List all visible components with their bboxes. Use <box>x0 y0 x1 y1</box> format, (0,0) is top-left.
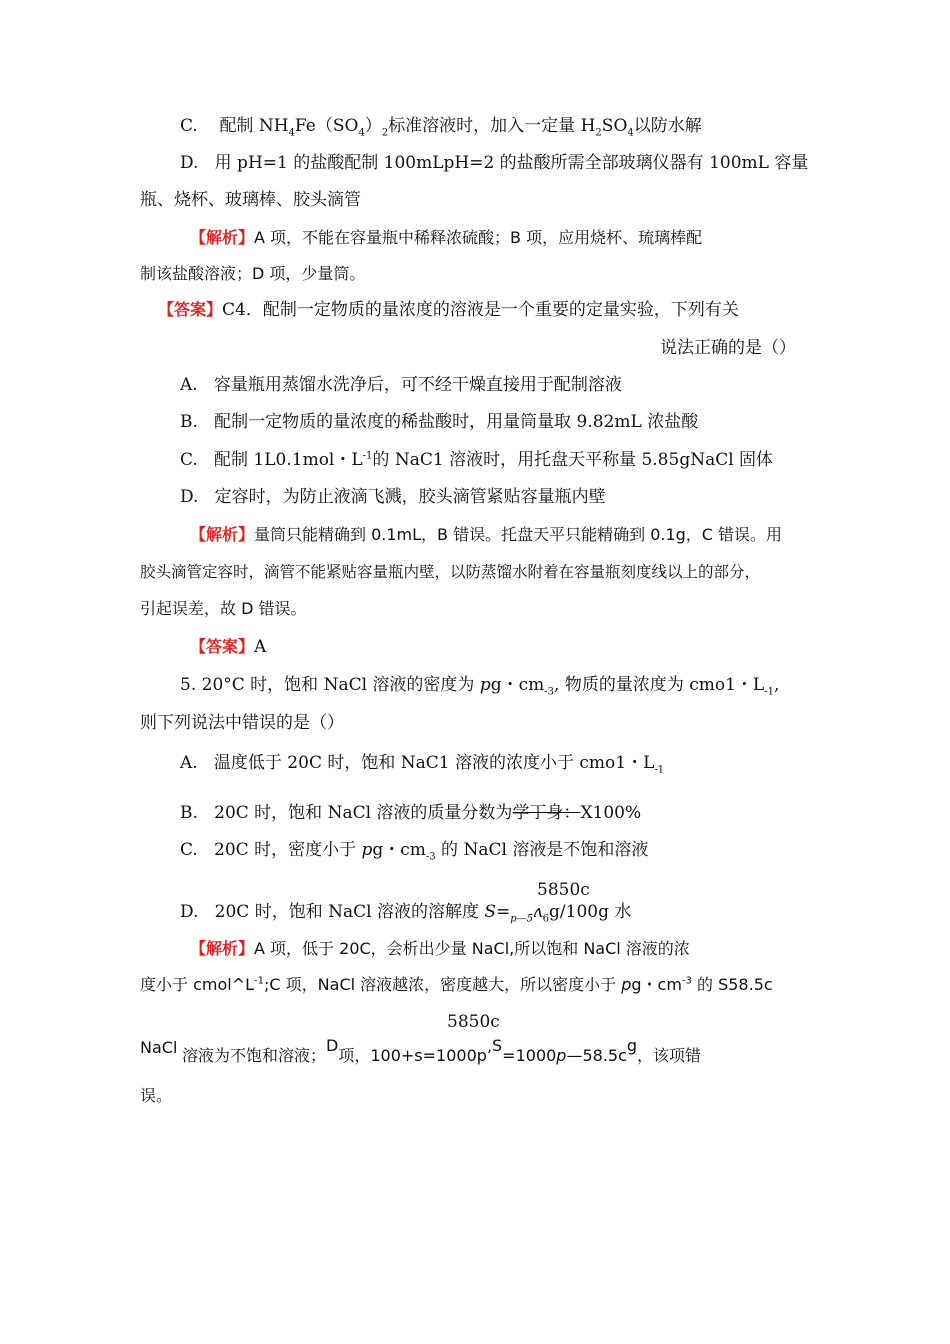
stem-text: g・cm <box>490 675 545 695</box>
analysis-text: —58.5c <box>566 1046 627 1065</box>
rho-symbol: p <box>361 840 373 860</box>
q5-option-d-numerator: 5850c <box>537 880 590 900</box>
subscript: 2 <box>595 127 602 139</box>
q5-option-a <box>180 751 664 775</box>
option-label: D. <box>180 487 199 507</box>
option-text: SO <box>601 116 628 136</box>
q3-option-c <box>180 114 702 138</box>
option-text: g/100g 水 <box>549 902 632 922</box>
q5-analysis-cont3: 误。 <box>140 1086 173 1105</box>
option-text: 20C 时，饱和 NaCl 溶液的质量分数为 <box>214 803 513 823</box>
option-text: 配制 1L0.1mol・L <box>214 450 363 470</box>
q5-analysis-numerator: 5850c <box>447 1012 500 1032</box>
analysis-tag: 【解析】 <box>190 525 255 544</box>
q4-stem-cont: 说法正确的是（） <box>660 338 796 358</box>
answer-text: C4．配制一定物质的量浓度的溶液是一个重要的定量实验，下列有关 <box>222 300 739 320</box>
option-text: 用 pH=1 的盐酸配制 100mLpH=2 的盐酸所需全部玻璃仪器有 100mL 容量 <box>214 153 809 173</box>
answer-tag: 【答案】 <box>158 300 223 319</box>
stem-text: , 物质的量浓度为 cmo1・L <box>554 675 765 695</box>
option-label: A. <box>180 375 198 395</box>
rho-symbol: p <box>621 975 632 994</box>
superscript: -1 <box>254 975 265 987</box>
option-text: ） <box>364 116 382 136</box>
q4-answer <box>190 635 266 659</box>
q4-option-c <box>180 448 773 472</box>
q5-analysis-cont2 <box>182 1036 702 1068</box>
analysis-text: g・cm <box>631 975 682 994</box>
subscript: -1 <box>764 686 774 698</box>
option-text: Fe（SO <box>294 116 359 136</box>
analysis-text: ;C 项，NaCl 溶液越浓，密度越大，所以密度小于 <box>264 975 622 994</box>
option-label: C. <box>180 116 198 136</box>
fraction-fragment: ʌ <box>533 902 543 922</box>
subscript: 4 <box>627 127 634 139</box>
option-text: 定容时，为防止液滴飞溅，胶头滴管紧贴容量瓶内壁 <box>214 487 606 507</box>
analysis-tag: 【解析】 <box>190 939 255 958</box>
q4-analysis <box>190 523 782 547</box>
q5-stem <box>180 673 779 697</box>
stem-text: 5. 20°C 时，饱和 NaCl 溶液的密度为 <box>180 675 480 695</box>
option-text: 20C 时，密度小于 <box>214 840 362 860</box>
subscript: 4 <box>288 127 295 139</box>
q3-answer-q4-stem <box>158 298 739 322</box>
fraction-denominator: p—5 <box>510 913 534 925</box>
analysis-text: =1000 <box>502 1046 557 1065</box>
q3-analysis-cont: 制该盐酸溶液；D 项，少量筒。 <box>140 264 366 283</box>
analysis-text: ’ <box>486 1046 493 1065</box>
solubility-symbol: S <box>484 902 497 922</box>
superscript: -1 <box>362 450 373 462</box>
option-text: 标准溶液时，加入一定量 H <box>388 116 596 136</box>
option-label: C. <box>180 840 198 860</box>
q4-analysis-cont2: 引起误差，故 D 错误。 <box>140 599 307 618</box>
option-text: 配制一定物质的量浓度的稀盐酸时，用量筒量取 9.82mL 浓盐酸 <box>214 412 699 432</box>
option-text: X100% <box>580 803 642 823</box>
q4-option-b <box>180 410 698 434</box>
option-text: 容量瓶用蒸馏水洗净后，可不经干燥直接用于配制溶液 <box>213 375 622 395</box>
option-label: D. <box>180 902 199 922</box>
option-text: 配制 NH <box>219 116 289 136</box>
analysis-text: 的 S58.5c <box>691 975 773 994</box>
subscript: -3 <box>544 686 555 698</box>
option-label: B. <box>180 803 198 823</box>
answer-text: A <box>254 637 267 657</box>
analysis-text: 量筒只能精确到 0.1mL，B 错误。托盘天平只能精确到 0.1g，C 错误。用 <box>254 525 783 544</box>
analysis-text: 溶液为不饱和溶液； <box>182 1046 327 1065</box>
option-text: 温度低于 20C 时，饱和 NaC1 溶液的浓度小于 cmo1・L <box>213 753 655 773</box>
analysis-tag: 【解析】 <box>190 228 255 247</box>
rho-symbol: p <box>556 1046 567 1065</box>
option-label: A. <box>180 753 198 773</box>
solubility-symbol: S <box>492 1036 503 1055</box>
q5-option-b <box>180 801 641 825</box>
q5-analysis-nacl: NaCl <box>140 1038 178 1057</box>
q5-option-d <box>180 900 631 924</box>
subscript: -1 <box>654 764 665 776</box>
option-text: 的 NaCl 溶液是不饱和溶液 <box>435 840 649 860</box>
q3-option-d-cont: 瓶、烧杯、玻璃棒、胶头滴管 <box>140 190 361 210</box>
q5-analysis-cont1 <box>140 973 773 997</box>
option-label: B. <box>180 412 198 432</box>
q5-stem-cont: 则下列说法中错误的是（） <box>140 713 344 733</box>
subscript: -3 <box>425 851 436 863</box>
q4-option-a <box>180 373 622 397</box>
q3-option-d <box>180 151 808 175</box>
analysis-text: 度小于 cmol^L <box>140 975 255 994</box>
unit-symbol: g <box>626 1036 638 1055</box>
analysis-text: A 项，不能在容量瓶中稀释浓硫酸；B 项，应用烧杯、琉璃棒配 <box>254 228 703 247</box>
analysis-text: 项，100+s=1000p <box>338 1046 487 1065</box>
q4-option-d <box>180 485 606 509</box>
option-text: g・cm <box>372 840 426 860</box>
fraction-fragment: = <box>496 902 511 922</box>
option-text: 20C 时，饱和 NaCl 溶液的溶解度 <box>214 902 485 922</box>
rho-symbol: p <box>479 675 491 695</box>
option-text: 的 NaC1 溶液时，用托盘天平称量 5.85gNaCl 固体 <box>372 450 774 470</box>
q5-option-c <box>180 838 648 862</box>
superscript: -3 <box>681 975 692 987</box>
option-label: C. <box>180 450 198 470</box>
fraction-denominator: 6 <box>542 913 550 925</box>
q5-analysis <box>190 937 690 961</box>
q4-analysis-cont1: 胶头滴管定容时，滴管不能紧贴容量瓶内壁，以防蒸馏水附着在容量瓶刻度线以上的部分， <box>140 563 761 581</box>
option-label: D. <box>180 153 199 173</box>
struck-fraction: 学丁身： <box>512 803 581 823</box>
analysis-text: A 项，低于 20C，会析出少量 NaCl,所以饱和 NaCl 溶液的浓 <box>254 939 690 958</box>
option-letter: D <box>326 1036 339 1055</box>
answer-tag: 【答案】 <box>190 637 255 656</box>
stem-text: , <box>773 675 780 695</box>
q3-analysis <box>190 226 702 250</box>
option-text: 以防水解 <box>633 116 702 136</box>
subscript: 2 <box>381 127 389 139</box>
subscript: 4 <box>358 127 365 139</box>
analysis-text: ，该项错 <box>637 1046 702 1065</box>
